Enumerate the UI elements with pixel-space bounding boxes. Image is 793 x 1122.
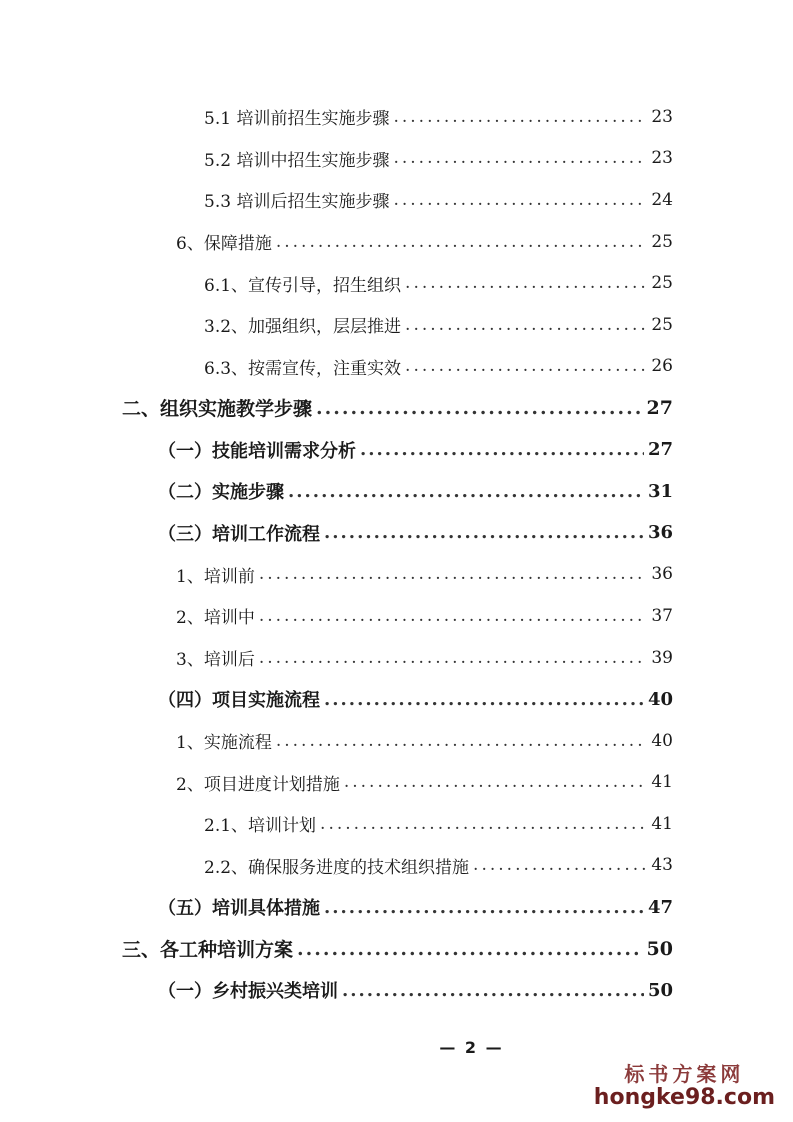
toc-entry-page: 40 [651,730,673,751]
toc-entry-page: 23 [651,106,673,127]
toc-entry-title: 1、培训前 [176,566,255,587]
toc-entry-title: 2、培训中 [176,608,255,629]
watermark-url: hongke98.com [593,1085,775,1110]
toc-leader-dots [324,897,644,918]
toc-leader-dots [259,564,647,584]
toc-entry-title: 5.2 培训中招生实施步骤 [204,150,390,171]
toc-entry[interactable] [0,720,793,762]
toc-entry-title: （一）技能培训需求分析 [158,440,356,462]
toc-entry-title: 二、组织实施教学步骤 [122,398,313,421]
toc-entry-page: 37 [651,605,673,626]
toc-entry[interactable] [0,886,793,928]
page-number: — 2 — [439,1038,504,1057]
toc-entry-page: 39 [651,647,673,668]
toc-entry-title: 三、各工种培训方案 [122,939,294,962]
toc-leader-dots [297,938,643,960]
toc-entry-title: 5.1 培训前招生实施步骤 [204,109,390,130]
toc-entry-page: 50 [646,937,673,960]
table-of-contents [0,96,793,1011]
toc-entry-title: （三）培训工作流程 [158,523,320,545]
toc-entry-title: （五）培训具体措施 [158,898,320,920]
toc-entry[interactable] [0,221,793,263]
toc-entry-page: 43 [651,855,673,876]
watermark-logo [594,1058,775,1110]
toc-leader-dots [320,814,647,834]
toc-leader-dots [259,648,647,668]
toc-entry[interactable] [0,138,793,180]
toc-entry[interactable] [0,262,793,304]
toc-entry[interactable] [0,96,793,138]
toc-entry-title: 2、项目进度计划措施 [176,774,340,795]
toc-entry-page: 36 [651,564,673,585]
toc-entry-title: （二）实施步骤 [158,482,284,504]
toc-leader-dots [276,731,647,751]
toc-entry[interactable] [0,928,793,970]
toc-entry-title: 6.3、按需宣传，注重实效 [204,358,402,379]
toc-entry[interactable] [0,387,793,429]
toc-entry-title: 5.3 培训后招生实施步骤 [204,192,390,213]
toc-entry-title: 3、培训后 [176,650,255,671]
toc-entry[interactable] [0,346,793,388]
toc-entry-page: 50 [647,979,673,1001]
toc-entry-page: 36 [647,522,673,544]
toc-entry-title: 6、保障措施 [176,234,272,255]
toc-leader-dots [316,397,643,419]
toc-entry-page: 24 [651,189,673,210]
toc-leader-dots [393,107,647,127]
toc-leader-dots [342,980,644,1001]
toc-entry[interactable] [0,637,793,679]
toc-entry-page: 23 [651,148,673,169]
toc-entry[interactable] [0,470,793,512]
toc-leader-dots [405,315,647,335]
toc-leader-dots [276,232,647,252]
toc-entry[interactable] [0,595,793,637]
toc-leader-dots [324,522,644,543]
toc-entry[interactable] [0,678,793,720]
toc-leader-dots [393,190,647,210]
toc-entry-page: 25 [651,231,673,252]
toc-entry-page: 31 [647,480,673,502]
toc-entry-page: 40 [647,688,673,710]
toc-leader-dots [405,273,647,293]
toc-entry-page: 41 [651,772,673,793]
toc-entry[interactable] [0,512,793,554]
toc-entry[interactable] [0,762,793,804]
toc-entry-title: 1、实施流程 [176,733,272,754]
toc-entry-page: 26 [651,356,673,377]
watermark-name: 标书方案网 [624,1062,745,1086]
toc-leader-dots [344,772,647,792]
toc-leader-dots [259,606,647,626]
toc-leader-dots [393,148,647,168]
toc-entry[interactable] [0,554,793,596]
toc-leader-dots [473,855,647,875]
toc-entry[interactable] [0,304,793,346]
toc-leader-dots [405,356,647,376]
toc-entry-title: 6.1、宣传引导，招生组织 [204,275,402,296]
toc-entry[interactable] [0,969,793,1011]
toc-entry-page: 25 [651,273,673,294]
toc-entry-page: 41 [651,813,673,834]
toc-entry-page: 47 [647,896,673,918]
toc-entry-page: 27 [647,439,673,461]
toc-leader-dots [288,481,644,502]
toc-leader-dots [324,689,644,710]
toc-entry[interactable] [0,179,793,221]
toc-entry-page: 25 [651,314,673,335]
toc-entry-page: 27 [646,396,673,419]
toc-entry-title: （四）项目实施流程 [158,690,320,712]
toc-entry[interactable] [0,845,793,887]
toc-entry-title: 3.2、加强组织，层层推进 [204,317,402,338]
toc-entry[interactable] [0,429,793,471]
toc-entry-title: 2.1、培训计划 [204,816,317,837]
toc-entry-title: （一）乡村振兴类培训 [158,981,338,1003]
toc-entry[interactable] [0,803,793,845]
toc-leader-dots [360,439,644,460]
toc-entry-title: 2.2、确保服务进度的技术组织措施 [204,857,470,878]
